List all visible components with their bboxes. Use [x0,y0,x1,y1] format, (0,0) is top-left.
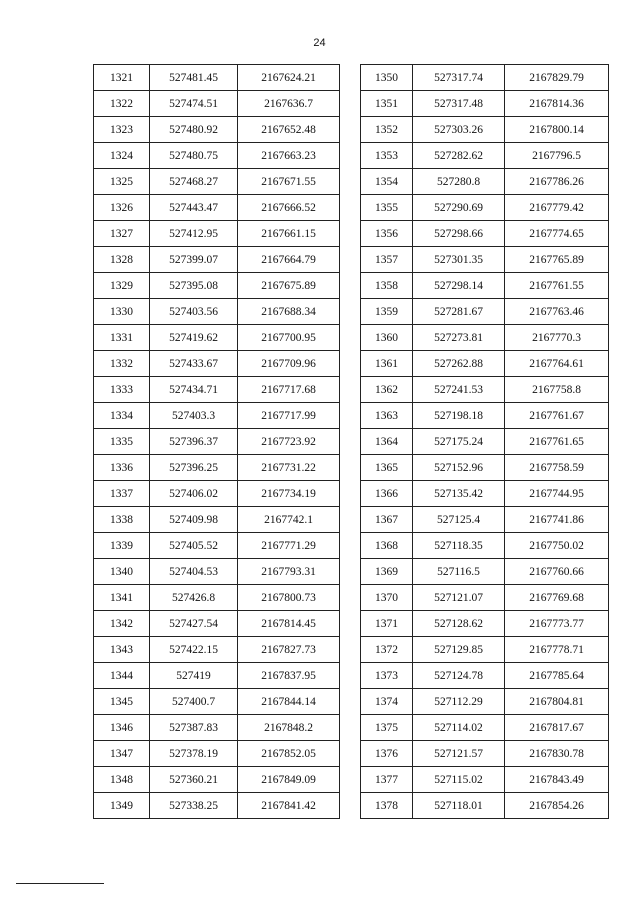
x-coordinate-cell: 527298.14 [413,273,505,299]
x-coordinate-cell: 527403.3 [150,403,238,429]
point-number-cell: 1334 [94,403,150,429]
table-row [361,715,609,741]
x-coordinate-cell: 527118.01 [413,793,505,819]
y-coordinate-cell: 2167688.34 [238,299,340,325]
y-coordinate-cell: 2167796.5 [505,143,609,169]
point-number-cell: 1373 [361,663,413,689]
x-coordinate-cell: 527121.07 [413,585,505,611]
point-number-cell: 1340 [94,559,150,585]
table-row [94,455,340,481]
y-coordinate-cell: 2167849.09 [238,767,340,793]
point-number-cell: 1363 [361,403,413,429]
y-coordinate-cell: 2167717.68 [238,377,340,403]
x-coordinate-cell: 527400.7 [150,689,238,715]
x-coordinate-cell: 527404.53 [150,559,238,585]
y-coordinate-cell: 2167837.95 [238,663,340,689]
table-row [361,663,609,689]
y-coordinate-cell: 2167854.26 [505,793,609,819]
point-number-cell: 1342 [94,611,150,637]
point-number-cell: 1356 [361,221,413,247]
point-number-cell: 1367 [361,507,413,533]
y-coordinate-cell: 2167763.46 [505,299,609,325]
x-coordinate-cell: 527281.67 [413,299,505,325]
table-row [94,65,340,91]
point-number-cell: 1336 [94,455,150,481]
y-coordinate-cell: 2167741.86 [505,507,609,533]
point-number-cell: 1378 [361,793,413,819]
x-coordinate-cell: 527399.07 [150,247,238,273]
point-number-cell: 1341 [94,585,150,611]
point-number-cell: 1332 [94,351,150,377]
y-coordinate-cell: 2167717.99 [238,403,340,429]
point-number-cell: 1354 [361,169,413,195]
table-row [94,741,340,767]
x-coordinate-cell: 527422.15 [150,637,238,663]
x-coordinate-cell: 527433.67 [150,351,238,377]
x-coordinate-cell: 527434.71 [150,377,238,403]
x-coordinate-cell: 527129.85 [413,637,505,663]
table-row [94,533,340,559]
x-coordinate-cell: 527290.69 [413,195,505,221]
y-coordinate-cell: 2167764.61 [505,351,609,377]
table-row [361,559,609,585]
x-coordinate-cell: 527412.95 [150,221,238,247]
y-coordinate-cell: 2167731.22 [238,455,340,481]
point-number-cell: 1351 [361,91,413,117]
point-number-cell: 1355 [361,195,413,221]
y-coordinate-cell: 2167804.81 [505,689,609,715]
table-row [361,377,609,403]
point-number-cell: 1339 [94,533,150,559]
point-number-cell: 1327 [94,221,150,247]
point-number-cell: 1372 [361,637,413,663]
point-number-cell: 1347 [94,741,150,767]
x-coordinate-cell: 527112.29 [413,689,505,715]
table-row [94,273,340,299]
table-row [361,299,609,325]
y-coordinate-cell: 2167709.96 [238,351,340,377]
x-coordinate-cell: 527403.56 [150,299,238,325]
x-coordinate-cell: 527124.78 [413,663,505,689]
y-coordinate-cell: 2167758.59 [505,455,609,481]
y-coordinate-cell: 2167779.42 [505,195,609,221]
y-coordinate-cell: 2167843.49 [505,767,609,793]
table-row [94,403,340,429]
x-coordinate-cell: 527443.47 [150,195,238,221]
table-row [94,611,340,637]
point-number-cell: 1337 [94,481,150,507]
x-coordinate-cell: 527409.98 [150,507,238,533]
point-number-cell: 1331 [94,325,150,351]
y-coordinate-cell: 2167761.55 [505,273,609,299]
table-row [94,117,340,143]
table-row [361,247,609,273]
y-coordinate-cell: 2167700.95 [238,325,340,351]
table-row [361,481,609,507]
y-coordinate-cell: 2167675.89 [238,273,340,299]
point-number-cell: 1374 [361,689,413,715]
point-number-cell: 1321 [94,65,150,91]
page-number: 24 [313,37,326,49]
point-number-cell: 1369 [361,559,413,585]
table-row [94,247,340,273]
table-row [361,403,609,429]
y-coordinate-cell: 2167778.71 [505,637,609,663]
point-number-cell: 1335 [94,429,150,455]
table-row [361,143,609,169]
x-coordinate-cell: 527301.35 [413,247,505,273]
y-coordinate-cell: 2167773.77 [505,611,609,637]
x-coordinate-cell: 527114.02 [413,715,505,741]
point-number-cell: 1323 [94,117,150,143]
point-number-cell: 1350 [361,65,413,91]
point-number-cell: 1345 [94,689,150,715]
table-row [361,221,609,247]
point-number-cell: 1343 [94,637,150,663]
footnote-separator [16,883,104,884]
y-coordinate-cell: 2167742.1 [238,507,340,533]
coordinate-table-left [93,64,340,819]
y-coordinate-cell: 2167841.42 [238,793,340,819]
y-coordinate-cell: 2167734.19 [238,481,340,507]
x-coordinate-cell: 527273.81 [413,325,505,351]
point-number-cell: 1344 [94,663,150,689]
point-number-cell: 1361 [361,351,413,377]
x-coordinate-cell: 527338.25 [150,793,238,819]
point-number-cell: 1368 [361,533,413,559]
table-row [94,325,340,351]
x-coordinate-cell: 527175.24 [413,429,505,455]
y-coordinate-cell: 2167761.65 [505,429,609,455]
table-row [94,91,340,117]
point-number-cell: 1359 [361,299,413,325]
table-row [94,377,340,403]
x-coordinate-cell: 527198.18 [413,403,505,429]
point-number-cell: 1324 [94,143,150,169]
x-coordinate-cell: 527481.45 [150,65,238,91]
table-row [94,351,340,377]
y-coordinate-cell: 2167800.73 [238,585,340,611]
x-coordinate-cell: 527474.51 [150,91,238,117]
point-number-cell: 1371 [361,611,413,637]
table-row [94,169,340,195]
table-row [361,767,609,793]
table-row [361,91,609,117]
y-coordinate-cell: 2167800.14 [505,117,609,143]
y-coordinate-cell: 2167771.29 [238,533,340,559]
point-number-cell: 1376 [361,741,413,767]
x-coordinate-cell: 527303.26 [413,117,505,143]
point-number-cell: 1370 [361,585,413,611]
y-coordinate-cell: 2167817.67 [505,715,609,741]
point-number-cell: 1375 [361,715,413,741]
y-coordinate-cell: 2167814.45 [238,611,340,637]
y-coordinate-cell: 2167744.95 [505,481,609,507]
point-number-cell: 1353 [361,143,413,169]
point-number-cell: 1322 [94,91,150,117]
point-number-cell: 1352 [361,117,413,143]
y-coordinate-cell: 2167769.68 [505,585,609,611]
table-row [361,533,609,559]
table-row [94,195,340,221]
point-number-cell: 1360 [361,325,413,351]
x-coordinate-cell: 527480.75 [150,143,238,169]
table-row [94,299,340,325]
y-coordinate-cell: 2167814.36 [505,91,609,117]
table-row [94,637,340,663]
table-row [361,117,609,143]
y-coordinate-cell: 2167765.89 [505,247,609,273]
x-coordinate-cell: 527395.08 [150,273,238,299]
y-coordinate-cell: 2167750.02 [505,533,609,559]
table-row [94,221,340,247]
y-coordinate-cell: 2167661.15 [238,221,340,247]
point-number-cell: 1325 [94,169,150,195]
point-number-cell: 1364 [361,429,413,455]
table-row [94,689,340,715]
y-coordinate-cell: 2167785.64 [505,663,609,689]
table-row [94,767,340,793]
x-coordinate-cell: 527262.88 [413,351,505,377]
table-row [94,793,340,819]
x-coordinate-cell: 527125.4 [413,507,505,533]
x-coordinate-cell: 527396.37 [150,429,238,455]
x-coordinate-cell: 527396.25 [150,455,238,481]
y-coordinate-cell: 2167786.26 [505,169,609,195]
point-number-cell: 1338 [94,507,150,533]
y-coordinate-cell: 2167770.3 [505,325,609,351]
x-coordinate-cell: 527298.66 [413,221,505,247]
x-coordinate-cell: 527468.27 [150,169,238,195]
table-row [94,585,340,611]
y-coordinate-cell: 2167723.92 [238,429,340,455]
y-coordinate-cell: 2167758.8 [505,377,609,403]
y-coordinate-cell: 2167652.48 [238,117,340,143]
point-number-cell: 1362 [361,377,413,403]
x-coordinate-cell: 527317.48 [413,91,505,117]
x-coordinate-cell: 527280.8 [413,169,505,195]
x-coordinate-cell: 527128.62 [413,611,505,637]
x-coordinate-cell: 527115.02 [413,767,505,793]
table-row [361,741,609,767]
y-coordinate-cell: 2167852.05 [238,741,340,767]
table-row [94,143,340,169]
table-row [361,65,609,91]
x-coordinate-cell: 527405.52 [150,533,238,559]
x-coordinate-cell: 527116.5 [413,559,505,585]
table-row [94,559,340,585]
y-coordinate-cell: 2167844.14 [238,689,340,715]
table-row [361,351,609,377]
point-number-cell: 1357 [361,247,413,273]
x-coordinate-cell: 527419.62 [150,325,238,351]
table-row [361,429,609,455]
y-coordinate-cell: 2167671.55 [238,169,340,195]
table-row [361,585,609,611]
x-coordinate-cell: 527282.62 [413,143,505,169]
table-row [361,793,609,819]
y-coordinate-cell: 2167827.73 [238,637,340,663]
table-row [94,507,340,533]
x-coordinate-cell: 527152.96 [413,455,505,481]
x-coordinate-cell: 527118.35 [413,533,505,559]
x-coordinate-cell: 527480.92 [150,117,238,143]
y-coordinate-cell: 2167848.2 [238,715,340,741]
y-coordinate-cell: 2167664.79 [238,247,340,273]
y-coordinate-cell: 2167760.66 [505,559,609,585]
y-coordinate-cell: 2167830.78 [505,741,609,767]
table-row [361,455,609,481]
table-row [94,715,340,741]
x-coordinate-cell: 527317.74 [413,65,505,91]
table-row [94,429,340,455]
y-coordinate-cell: 2167636.7 [238,91,340,117]
point-number-cell: 1328 [94,247,150,273]
x-coordinate-cell: 527387.83 [150,715,238,741]
point-number-cell: 1333 [94,377,150,403]
y-coordinate-cell: 2167666.52 [238,195,340,221]
coordinate-table-right [360,64,609,819]
table-row [361,507,609,533]
point-number-cell: 1348 [94,767,150,793]
x-coordinate-cell: 527406.02 [150,481,238,507]
table-row [361,689,609,715]
point-number-cell: 1329 [94,273,150,299]
y-coordinate-cell: 2167793.31 [238,559,340,585]
point-number-cell: 1326 [94,195,150,221]
point-number-cell: 1377 [361,767,413,793]
point-number-cell: 1346 [94,715,150,741]
y-coordinate-cell: 2167624.21 [238,65,340,91]
y-coordinate-cell: 2167829.79 [505,65,609,91]
table-row [361,325,609,351]
table-row [361,169,609,195]
x-coordinate-cell: 527419 [150,663,238,689]
point-number-cell: 1365 [361,455,413,481]
table-row [361,195,609,221]
point-number-cell: 1330 [94,299,150,325]
point-number-cell: 1349 [94,793,150,819]
table-row [361,273,609,299]
x-coordinate-cell: 527427.54 [150,611,238,637]
point-number-cell: 1358 [361,273,413,299]
table-row [94,481,340,507]
x-coordinate-cell: 527378.19 [150,741,238,767]
table-row [94,663,340,689]
x-coordinate-cell: 527360.21 [150,767,238,793]
x-coordinate-cell: 527426.8 [150,585,238,611]
point-number-cell: 1366 [361,481,413,507]
x-coordinate-cell: 527241.53 [413,377,505,403]
y-coordinate-cell: 2167774.65 [505,221,609,247]
table-row [361,611,609,637]
y-coordinate-cell: 2167761.67 [505,403,609,429]
x-coordinate-cell: 527121.57 [413,741,505,767]
x-coordinate-cell: 527135.42 [413,481,505,507]
y-coordinate-cell: 2167663.23 [238,143,340,169]
table-row [361,637,609,663]
